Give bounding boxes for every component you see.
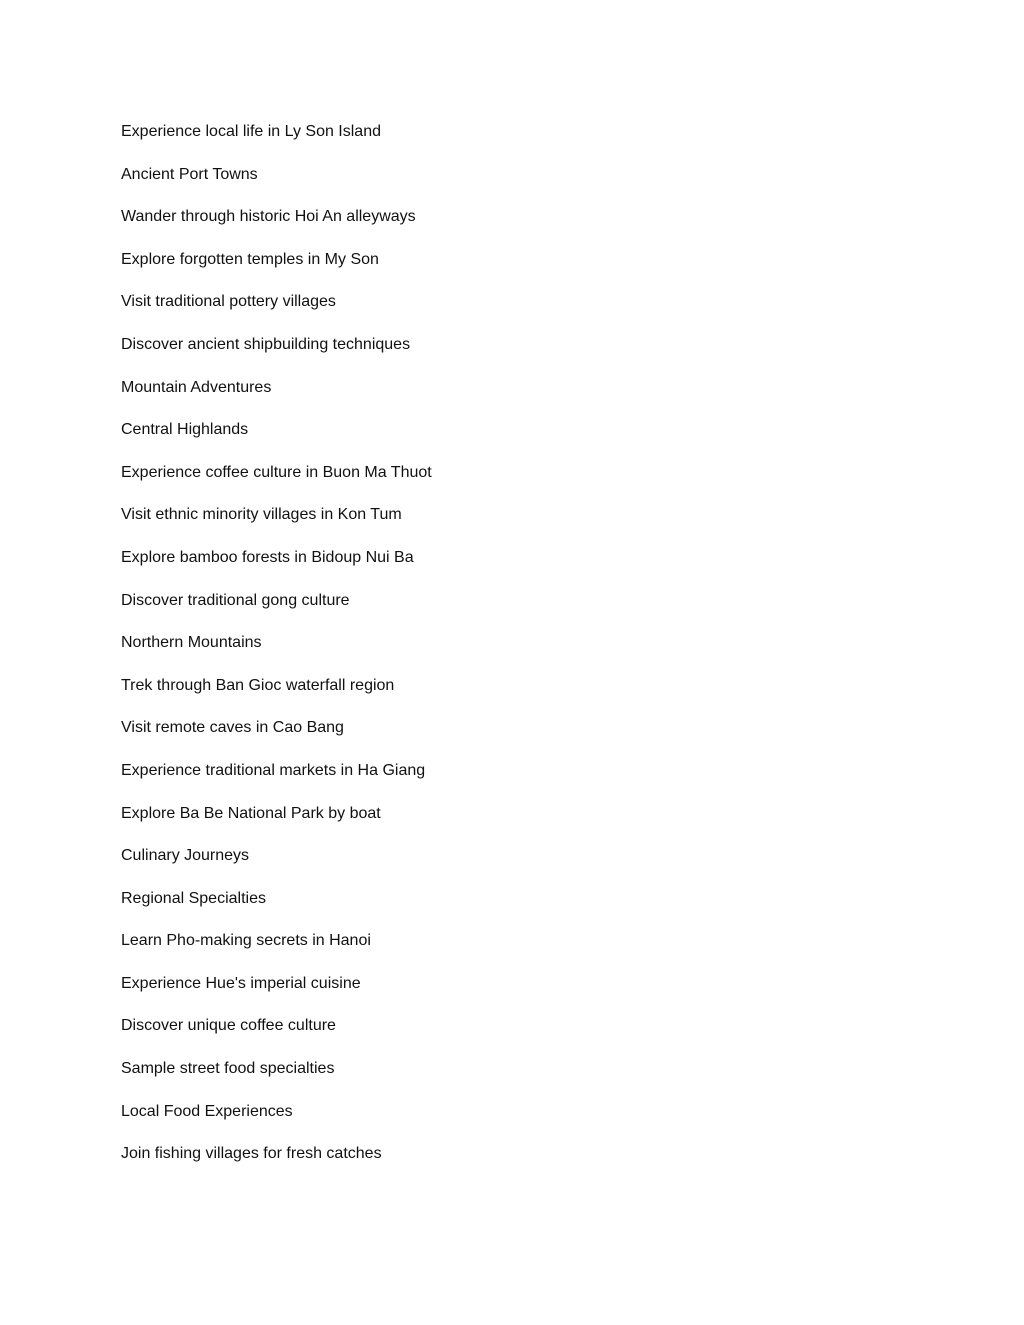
text-line: Join fishing villages for fresh catches — [121, 1145, 382, 1163]
text-line: Explore Ba Be National Park by boat — [121, 804, 381, 822]
text-line: Culinary Journeys — [121, 847, 250, 865]
text-line: Experience traditional markets in Ha Giang — [121, 761, 426, 779]
text-line: Visit remote caves in Cao Bang — [121, 719, 344, 737]
text-line: Sample street food specialties — [121, 1060, 335, 1078]
text-line: Northern Mountains — [121, 634, 262, 652]
text-line: Learn Pho-making secrets in Hanoi — [121, 932, 371, 950]
text-line: Central Highlands — [121, 421, 249, 439]
text-line: Discover traditional gong culture — [121, 591, 350, 609]
text-line: Trek through Ban Gioc waterfall region — [121, 676, 395, 694]
text-line: Experience coffee culture in Buon Ma Thuot — [121, 463, 432, 481]
text-line: Ancient Port Towns — [121, 165, 258, 183]
text-line: Experience Hue's imperial cuisine — [121, 974, 361, 992]
text-line: Explore bamboo forests in Bidoup Nui Ba — [121, 548, 414, 566]
text-line: Explore forgotten temples in My Son — [121, 250, 379, 268]
text-lines — [121, 119, 881, 1184]
text-line: Discover ancient shipbuilding techniques — [121, 335, 411, 353]
text-line: Regional Specialties — [121, 889, 266, 907]
text-line: Visit traditional pottery villages — [121, 293, 336, 311]
text-line: Visit ethnic minority villages in Kon Tum — [121, 506, 402, 524]
text-line: Discover unique coffee culture — [121, 1017, 336, 1035]
text-line: Wander through historic Hoi An alleyways — [121, 208, 416, 226]
text-line: Local Food Experiences — [121, 1102, 293, 1120]
text-line: Mountain Adventures — [121, 378, 272, 396]
text-line: Experience local life in Ly Son Island — [121, 123, 381, 140]
